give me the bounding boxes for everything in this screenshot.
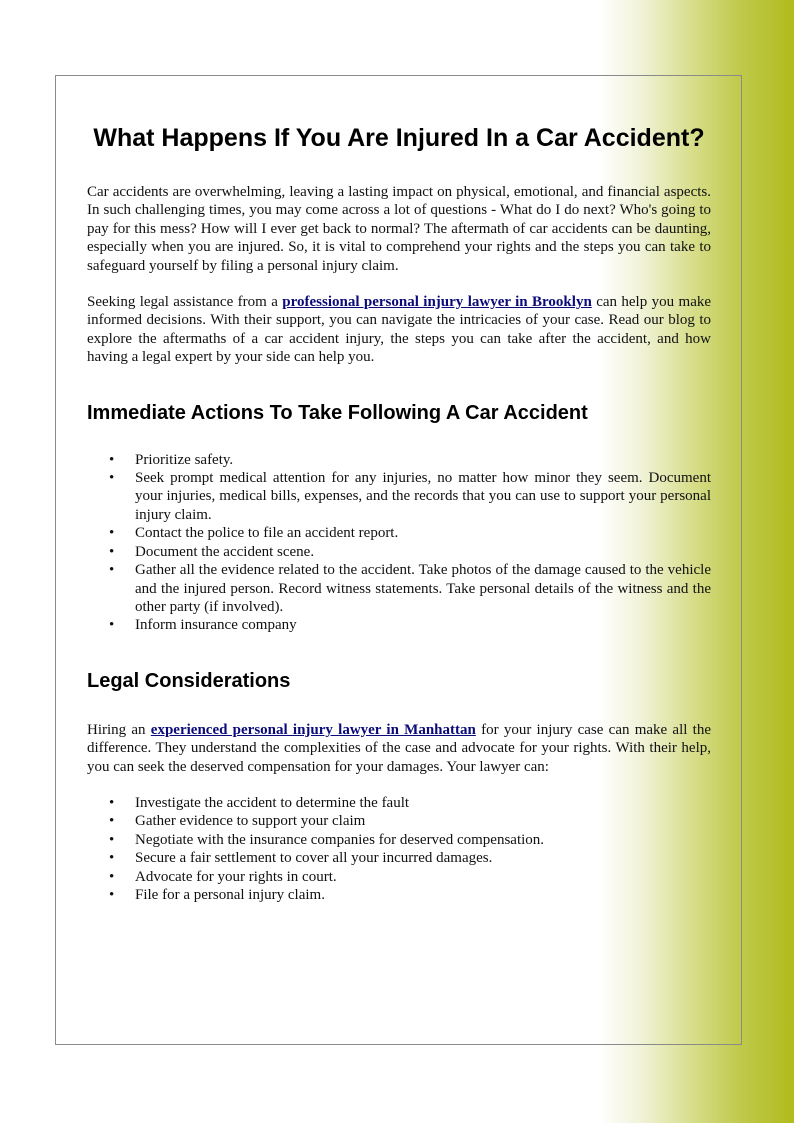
list-item: • Negotiate with the insurance companies for deserved compensation.: [87, 831, 711, 849]
list-item: • Prioritize safety.: [87, 451, 711, 469]
hiring-lawyer-paragraph: [87, 721, 711, 776]
list-item: • Advocate for your rights in court.: [87, 868, 711, 886]
section-heading-immediate-actions: Immediate Actions To Take Following A Car Accident: [87, 401, 588, 424]
list-item: • Contact the police to file an accident report.: [87, 524, 711, 542]
list-item: • Seek prompt medical attention for any injuries, no matter how minor they seem. Document your injuries, medical bills, expenses, and the records that you can use to support your personal injury claim.: [87, 469, 711, 524]
lawyer-services-list: [87, 794, 711, 904]
article-title: What Happens If You Are Injured In a Car Accident?: [93, 124, 705, 152]
list-item: • Document the accident scene.: [87, 543, 711, 561]
paragraph-text-before-link: Hiring an: [87, 721, 151, 738]
list-item: • Gather evidence to support your claim: [87, 812, 711, 830]
list-item: • Investigate the accident to determine the fault: [87, 794, 711, 812]
section-heading-legal-considerations: Legal Considerations: [87, 669, 291, 692]
list-item: • Inform insurance company: [87, 616, 711, 634]
immediate-actions-list: [87, 451, 711, 635]
list-item: • Gather all the evidence related to the accident. Take photos of the damage caused to the vehicle and the injured person. Record witness statements. Take personal details of the witness and the other party (if involved).: [87, 561, 711, 616]
paragraph-text-after-link: can help you make informed decisions. With their support, you can navigate the intricacies of your case. Read our blog to explore the aftermaths of a car accident injury, the steps you can take after the accident, and how having a legal expert by your side can help you.: [87, 294, 712, 366]
brooklyn-lawyer-link[interactable]: professional personal injury lawyer in Brooklyn: [282, 294, 592, 311]
paragraph-text-after-link: for your injury case can make all the difference. They understand the complexities of the case and advocate for your rights. With their help, you can seek the deserved compensation for your damages. Your lawyer can:: [87, 721, 711, 775]
legal-assistance-paragraph: [87, 293, 711, 367]
article-content: [87, 123, 711, 904]
intro-paragraph: Car accidents are overwhelming, leaving a lasting impact on physical, emotional, and financial aspects. In such challenging times, you may come across a lot of questions - What do I do next? Who's going to pay for this mess? How will I ever get back to normal? The aftermath of car accidents can be daunting, especially when you are injured. So, it is vital to comprehend your rights and the steps you can take to safeguard yourself by filing a personal injury claim.: [87, 184, 711, 274]
list-item: • Secure a fair settlement to cover all your incurred damages.: [87, 849, 711, 867]
list-item: • File for a personal injury claim.: [87, 886, 711, 904]
paragraph-text-before-link: Seeking legal assistance from a: [87, 294, 283, 311]
manhattan-lawyer-link[interactable]: experienced personal injury lawyer in Manhattan: [150, 721, 476, 738]
